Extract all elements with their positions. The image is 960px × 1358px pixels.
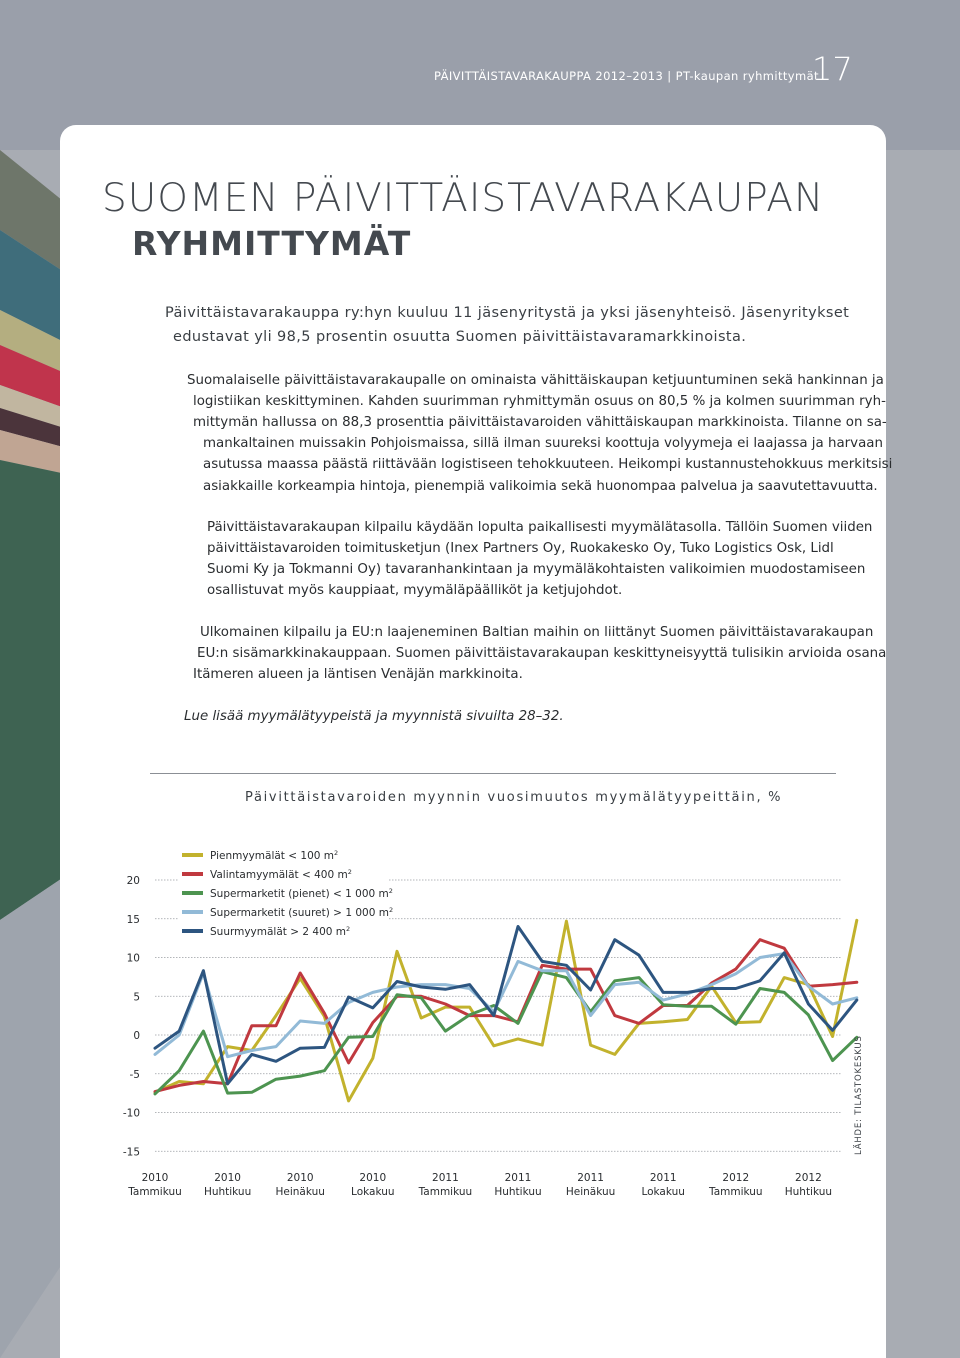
x-tick-year: 2011 bbox=[504, 1172, 532, 1184]
lead-line: edustavat yli 98,5 prosentin osuutta Suomen päivittäistavaramarkkinoista. bbox=[173, 329, 747, 345]
x-tick-month: Lokakuu bbox=[641, 1186, 685, 1198]
legend-label: Supermarketit (suuret) > 1 000 $m^2$ bbox=[210, 906, 394, 919]
body-line: EU:n sisämarkkinakauppaan. Suomen päivittäistavarakaupan keskittyneisyyttä tulisikin arvioida osana bbox=[197, 646, 887, 661]
x-tick-month: Huhtikuu bbox=[203, 1186, 252, 1198]
page-title: SUOMEN PÄIVITTÄISTAVARAKAUPAN bbox=[102, 176, 825, 221]
x-tick-year: 2010 bbox=[141, 1172, 169, 1184]
x-tick-month: Heinäkuu bbox=[275, 1186, 325, 1198]
x-tick-month: Huhtikuu bbox=[494, 1186, 542, 1198]
body-line: osallistuvat myös kauppiaat, myymäläpäälliköt ja ketjujohdot. bbox=[207, 583, 623, 598]
body-line: Suomi Ky ja Tokmanni Oy) tavaranhankintaan ja myymäläkohtaisten valikoimien muodostamiseen bbox=[207, 562, 866, 577]
x-tick-month: Tammikuu bbox=[418, 1186, 473, 1198]
y-tick-label: 20 bbox=[126, 875, 140, 887]
legend-label: Pienmyymälät < 100 $m^2$ bbox=[210, 849, 339, 862]
body-line: Ulkomainen kilpailu ja EU:n laajeneminen Baltian maihin on liittänyt Suomen päivittäistavarakaupan bbox=[200, 625, 874, 640]
x-tick-month: Lokakuu bbox=[351, 1186, 395, 1198]
x-tick-year: 2012 bbox=[722, 1172, 750, 1184]
x-tick-year: 2012 bbox=[795, 1172, 822, 1184]
legend-label: Supermarketit (pienet) < 1 000 $m^2$ bbox=[210, 887, 393, 900]
y-tick-label: -10 bbox=[122, 1107, 140, 1120]
lead-line: Päivittäistavarakauppa ry:hyn kuuluu 11 jäsenyritystä ja yksi jäsenyhteisö. Jäsenyritykset bbox=[165, 305, 850, 321]
body-line: Itämeren alueen ja läntisen Venäjän markkinoita. bbox=[193, 667, 523, 682]
x-tick-year: 2011 bbox=[649, 1172, 677, 1184]
x-tick-year: 2010 bbox=[359, 1172, 387, 1184]
x-tick-month: Huhtikuu bbox=[784, 1186, 833, 1198]
body-line: asiakkaille korkeampia hintoja, pienempiä valikoimia sekä huonompaa palvelua ja saavutettavuutta. bbox=[203, 479, 878, 494]
legend-label: Suurmyymälät > 2 400 $m^2$ bbox=[210, 925, 351, 938]
y-tick-label: 0 bbox=[133, 1030, 140, 1042]
body-line: logistiikan keskittyminen. Kahden suurimman ryhmittymän osuus on 80,5 % ja kolmen suurimman ryh- bbox=[193, 394, 886, 409]
source-label: LÄHDE: TILASTOKESKUS bbox=[854, 1035, 864, 1155]
y-tick-label: 5 bbox=[133, 991, 140, 1004]
running-head: PÄIVITTÄISTAVARAKAUPPA 2012–2013 | PT-kaupan ryhmittymät bbox=[434, 69, 819, 83]
page-subtitle: RYHMITTYMÄT bbox=[132, 224, 412, 263]
y-tick-label: 10 bbox=[126, 952, 140, 965]
legend-label: Valintamyymälät < 400 $m^2$ bbox=[210, 868, 352, 881]
page-number: 17 bbox=[812, 50, 853, 88]
y-tick-label: 15 bbox=[126, 913, 140, 926]
body-line: Päivittäistavarakaupan kilpailu käydään lopulta paikallisesti myymälätasolla. Tällöin Suomen viiden bbox=[207, 520, 873, 535]
body-line: mankaltainen muissakin Pohjoismaissa, sillä ilman suureksi koottuja volyymeja ei laajassa ja harvaan bbox=[203, 436, 883, 451]
chart-title: Päivittäistavaroiden myynnin vuosimuutos myymälätyypeittäin, % bbox=[245, 790, 783, 805]
body-line: Suomalaiselle päivittäistavarakaupalle on ominaista vähittäiskaupan ketjuuntuminen sekä hankinnan ja bbox=[187, 373, 884, 388]
body-line: päivittäistavaroiden toimitusketjun (Inex Partners Oy, Ruokakesko Oy, Tuko Logistics Osk, Lidl bbox=[207, 541, 834, 556]
x-tick-month: Tammikuu bbox=[128, 1186, 182, 1198]
read-more-note: Lue lisää myymälätyypeistä ja myynnistä sivuilta 28–32. bbox=[184, 709, 564, 724]
x-tick-year: 2010 bbox=[214, 1172, 241, 1184]
y-tick-label: -15 bbox=[122, 1146, 140, 1159]
x-tick-month: Tammikuu bbox=[709, 1186, 763, 1198]
body-line: mittymän hallussa on 88,3 prosenttia päivittäistavaroiden vähittäiskaupan markkinoista. Tilanne on sa- bbox=[193, 415, 887, 430]
x-tick-year: 2011 bbox=[577, 1172, 604, 1184]
body-line: asutussa maassa päästä riittävään logistiseen tehokkuuteen. Heikompi kustannustehokkuus merkitsisi bbox=[203, 457, 893, 472]
x-tick-year: 2010 bbox=[286, 1172, 314, 1184]
y-tick-label: -5 bbox=[129, 1068, 140, 1081]
x-tick-month: Heinäkuu bbox=[565, 1186, 616, 1198]
x-tick-year: 2011 bbox=[432, 1172, 459, 1184]
